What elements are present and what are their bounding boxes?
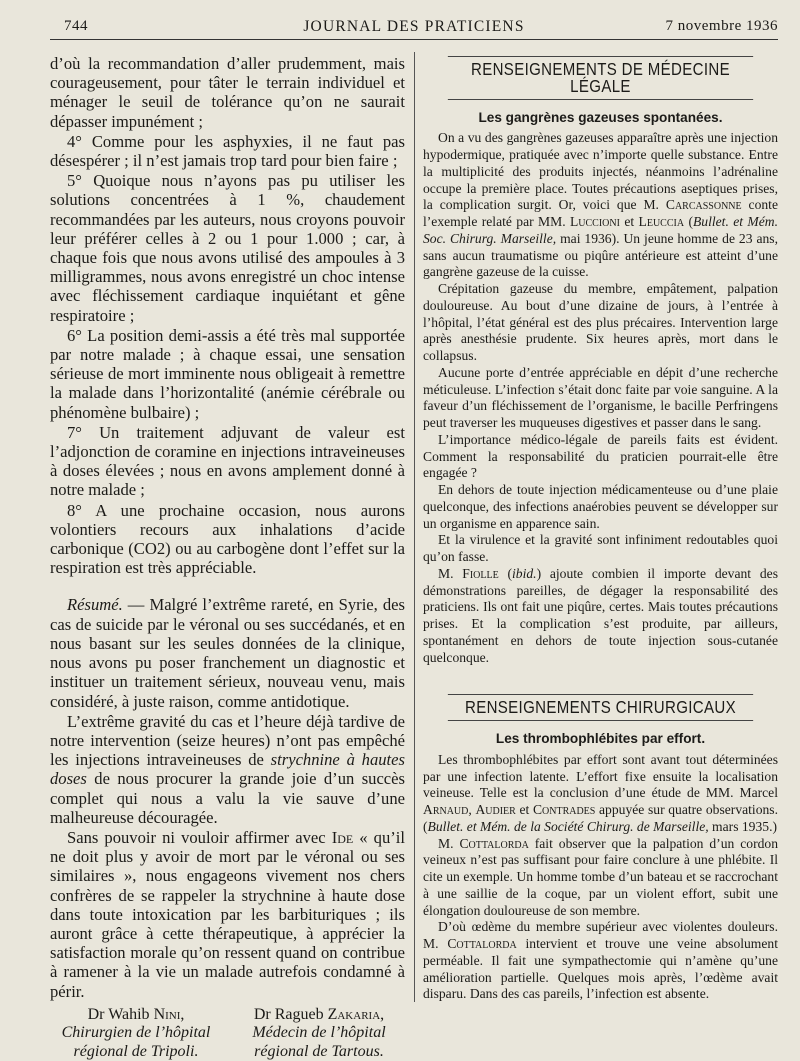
signatures — [50, 1006, 405, 1061]
column-divider — [414, 52, 415, 1002]
paragraph: D’où œdème du membre supérieur avec violentes douleurs. M. Cottalorda intervient et trouve une veine absolument perméable. Il fait une sympathectomie qui n’amène qu’une amélioration partielle. Quelques mois après, l’œdème avait disparu. Dans des cas pareils, l’infection est absente. — [423, 919, 778, 1002]
right-column — [423, 56, 778, 1003]
left-column — [50, 54, 405, 1061]
paragraph: M. Cottalorda fait observer que la palpation d’un cordon veineux n’est pas suffisant pour faire conclure à une phlébite. Il cite un exemple. Un homme tombe d’un bateau et se raccrochant à une saillie de la coque, par un violent effort, subit une élongation douloureuse de son membre. — [423, 835, 778, 918]
article-title: Les gangrènes gazeuses spontanées. — [478, 109, 723, 125]
paragraph: L’importance médico-légale de pareils faits est évident. Comment la responsabilité du praticien pourrait-elle être engagée ? — [423, 431, 778, 481]
paragraph: 8° A une prochaine occasion, nous aurons volontiers recours aux inhalations d’acide carbonique (CO2) ou au carbogène dont l’effet sur la respiration est très appréciable. — [50, 500, 405, 578]
paragraph: L’extrême gravité du cas et l’heure déjà tardive de notre intervention (seize heures) n’ont pas empêché les injections intraveineuses de strychnine à hautes doses de nous procurer la grande joie d’un succès complet qui nous a valu la vie sauve d’une malheureuse découragée. — [50, 711, 405, 827]
header-rule — [50, 39, 778, 40]
paragraph: M. Fiolle (ibid.) ajoute combien il importe devant des démonstrations pareilles, de dégager la responsabilité des praticiens. Ils ont fait une piqûre, certes. Mais toutes précautions prises. Et la complication s’est produite, par ailleurs, spontanément en dehors de toute injection sous-cutanée quelconque. — [423, 565, 778, 665]
summary-label: Résumé. — [67, 595, 123, 615]
paragraph: 7° Un traitement adjuvant de valeur est l’adjonction de coramine en injections intraveineuses à doses élevées ; nous en avons amplement donné à notre malade ; — [50, 422, 405, 500]
signature-author-1: Dr Wahib Nini, Chirurgien de l’hôpital régional de Tripoli. — [61, 1005, 211, 1060]
paragraph: Sans pouvoir ni vouloir affirmer avec Ide « qu’il ne doit plus y avoir de mort par le véronal ou ses similaires », nous engageons vivement nos chers confrères de se rappeler la strychnine à haute dose dans toute intoxication par les barbituriques ; ils auront grâce à cette thérapeutique, à apprécier la satisfaction morale qu’on ressent quand on contribue à ramener à la vie un malade autrefois condamné à périr. — [50, 827, 405, 1001]
paragraph: Les thrombophlébites par effort sont avant tout déterminées par une infection latente. L’effort fixe ensuite la localisation veineuse. Telle est la conclusion d’une étude de MM. Marcel Arnaud, Audier et Contrades appuyée sur quatre observations. (Bullet. et Mém. de la Société Chirurg. de Marseille, mars 1935.) — [423, 751, 778, 834]
paragraph: 6° La position demi-assis a été très mal supportée par notre malade ; à chaque essai, une sensation sérieuse de mort imminente nous obligeait à remettre la malade dans l’horizontalité (anémie cérébrale ou phénomène bulbaire) ; — [50, 325, 405, 422]
signature-author-2: Dr Ragueb Zakaria, Médecin de l’hôpital régional de Tartous. — [252, 1005, 386, 1060]
page-number: 744 — [64, 18, 88, 34]
journal-title: JOURNAL DES PRATICIENS — [303, 18, 525, 35]
article-title: Les thrombophlébites par effort. — [495, 731, 706, 746]
paragraph: 5° Quoique nous n’ayons pas pu utiliser les solutions concentrées à 1 %, chaudement recommandées par les auteurs, nous croyons pouvoir leur préférer celles à 2 ou 1 pour 1.000 ; car, à chaque fois que nous avons utilisé des ampoules à 3 milligrammes, nous avons enregistré un choc intense avec fléchissement cardiaque inquiétant et gêne respiratoire ; — [50, 171, 405, 325]
paragraph: Aucune porte d’entrée appréciable en dépit d’une recherche méticuleuse. L’infection s’était donc faite par voie sanguine. A la faveur d’un fléchissement de l’organisme, le bacille Perfringens peut traverser les muqueuses digestives et passer dans le sang. — [423, 364, 778, 430]
section-heading-surgery: RENSEIGNEMENTS CHIRURGICAUX — [448, 694, 753, 721]
summary-paragraph: Résumé. — Malgré l’extrême rareté, en Syrie, des cas de suicide par le véronal ou ses succédanés, et en nous basant sur les seules données de la clinique, nous avons pu poser franchement un diagnostic et instituer un traitement sérieux, nouveau venu, mais considéré, à juste raison, comme antidotique. — [50, 595, 405, 711]
paragraph: 4° Comme pour les asphyxies, il ne faut pas désespérer ; il n’est jamais trop tard pour bien faire ; — [50, 131, 405, 171]
paragraph: En dehors de toute injection médicamenteuse ou d’une plaie quelconque, des infections anaérobies peuvent se développer sur un organisme en apparence sain. — [423, 482, 778, 531]
paragraph: Crépitation gazeuse du membre, empâtement, palpation douloureuse. Au bout d’une dizaine de jours, à l’entrée à l’hôpital, l’état général est des plus précaires. Intervention large après anesthésie prudente. Six heures après, mort dans le collapsus. — [423, 281, 778, 363]
running-header — [50, 15, 778, 37]
paragraph: d’où la recommandation d’aller prudemment, mais courageusement, pour tâter le terrain individuel et ménager le seuil de tolérance qu’on ne saurait dépasser impunément ; — [50, 54, 405, 131]
paragraph: Et la virulence et la gravité sont infiniment redoutables quoi qu’on fasse. — [423, 532, 778, 564]
paragraph: On a vu des gangrènes gazeuses apparaître après une injection hypodermique, pratiquée avec n’importe quelle substance. Entre la multiplicité des produits injectés, néanmoins l’adrénaline occupe la première place. Toutes précautions aseptiques prises, la complication surgit. Or, voici que M. Carcassonne conte l’exemple relaté par MM. Luccioni et Leuccia (Bullet. et Mém. Soc. Chirurg. Marseille, mai 1936). Un jeune homme de 23 ans, sans aucun traumatisme ou piqûre antérieure est atteint d’une gangrène gazeuse de la cuisse. — [423, 130, 778, 280]
issue-date: 7 novembre 1936 — [665, 18, 778, 34]
section-heading-legal-medicine: RENSEIGNEMENTS DE MÉDECINE LÉGALE — [448, 56, 753, 100]
